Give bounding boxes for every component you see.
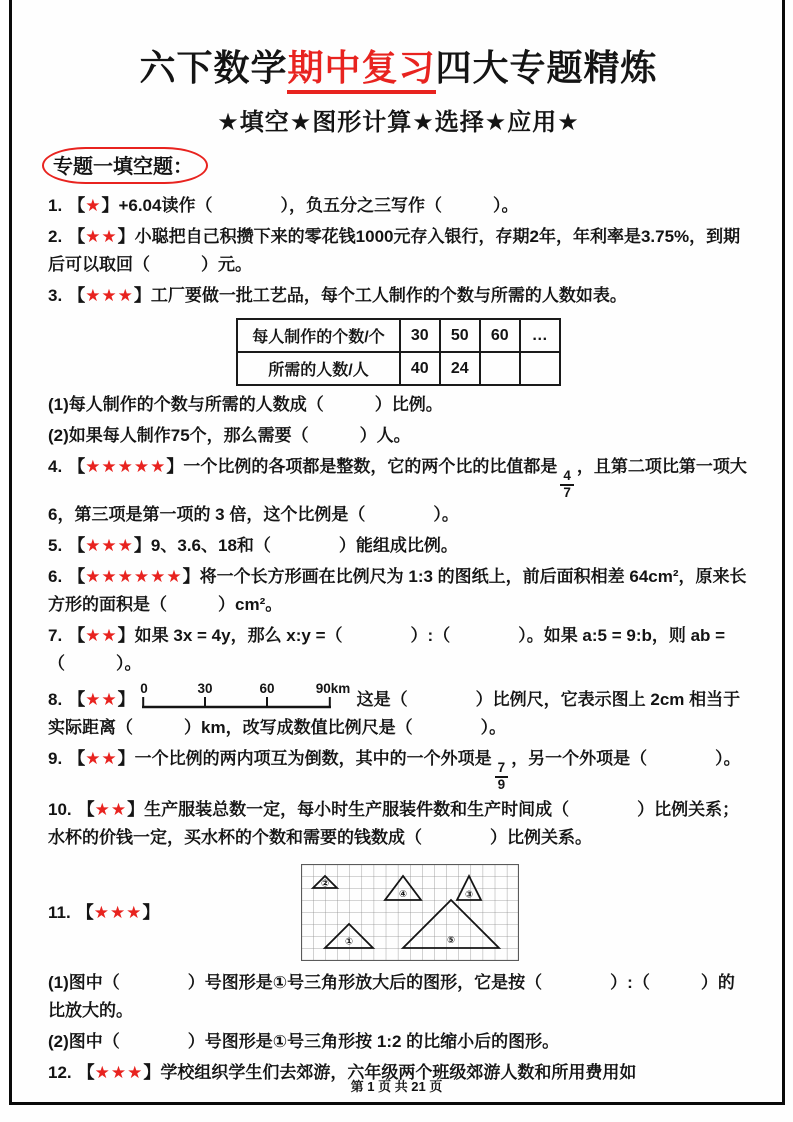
bracket-close: 】 (142, 902, 160, 922)
scale-tick-label: 0 (139, 681, 148, 697)
question-number: 10. (48, 800, 72, 820)
bracket-open: 【 (68, 536, 86, 556)
page-footer: 第 1 页 共 21 页 (350, 1079, 443, 1094)
page-title (48, 40, 749, 91)
question-text: ，且第二项比第一项大 6，第三项是第一项的 3 倍，这个比例是（ ）。 (48, 457, 747, 524)
bracket-close: 】 (166, 457, 184, 477)
page-subtitle: ★填空★图形计算★选择★应用★ (217, 109, 580, 136)
scale-tick-label: 30 (197, 681, 213, 697)
table-cell: 60 (480, 319, 520, 352)
question-4 (48, 453, 749, 529)
table-cell: … (520, 319, 560, 352)
question-text: 生产服装总数一定，每小时生产服装件数和生产时间成（ ）比例关系；水杯的价钱一定，买水杯的个数和需要的钱数成（ ）比例关系。 (48, 800, 740, 848)
section-heading-row (42, 147, 749, 184)
question-2 (48, 223, 749, 279)
question-number: 8. (48, 690, 63, 710)
fraction-denominator: 9 (497, 777, 506, 793)
question-text: ，另一个外项是（ ）。 (511, 749, 741, 769)
bracket-open: 【 (68, 457, 86, 477)
title-highlight: 期中复习 (287, 47, 435, 94)
question-8 (48, 681, 749, 742)
table-row-label: 所需的人数/人 (237, 352, 399, 385)
question-text: +6.04读作（ ），负五分之三写作（ ）。 (118, 196, 519, 215)
question-5 (48, 532, 749, 560)
question-text: 小聪把自己积攒下来的零花钱1000元存入银行，存期2年，年利率是3.75%，到期后可以取回（ ）元。 (48, 227, 741, 275)
bracket-close: 】 (127, 800, 145, 820)
difficulty-stars: ★★ (85, 626, 118, 646)
bracket-open: 【 (68, 567, 86, 587)
question-10 (48, 796, 749, 852)
question-text: 一个比例的各项都是整数，它的两个比的比值都是 (183, 457, 558, 477)
scale-ruler-figure (137, 681, 352, 713)
difficulty-stars: ★★★★★ (85, 457, 167, 477)
bracket-close: 】 (117, 626, 135, 646)
grid-background (302, 865, 519, 961)
bracket-close: 】 (117, 749, 135, 769)
figure-label-3: ③ (465, 889, 474, 901)
difficulty-stars: ★★★★★★ (85, 567, 183, 587)
question-3-part-2: (2)如果每人制作75个，那么需要（ ）人。 (48, 426, 411, 446)
figure-label-1: ① (345, 936, 354, 948)
question-7 (48, 622, 749, 678)
question-11-part-2: (2)图中（ ）号图形是①号三角形按 1:2 的比缩小后的图形。 (48, 1032, 560, 1052)
fraction-denominator: 7 (563, 485, 571, 501)
question-text: 如果 3x = 4y，那么 x:y =（ ）:（ ）。如果 a:5 = 9:b，则 ab =（ ）。 (48, 626, 726, 674)
table-cell: 40 (400, 352, 440, 385)
bracket-open: 【 (76, 902, 94, 922)
bracket-open: 【 (68, 690, 86, 710)
table-row (237, 352, 559, 385)
question-3 (48, 282, 749, 310)
bracket-close: 】 (133, 536, 151, 556)
difficulty-stars: ★★★ (94, 1063, 144, 1083)
question-number: 7. (48, 626, 63, 646)
difficulty-stars: ★★ (94, 800, 128, 820)
figure-label-2: ② (321, 878, 330, 890)
question-text: 9、3.6、18和（ ）能组成比例。 (150, 536, 458, 556)
question-9 (48, 745, 749, 793)
bracket-close: 】 (117, 690, 135, 710)
table-cell: 50 (440, 319, 480, 352)
question-number: 6. (48, 567, 63, 587)
difficulty-stars: ★★★ (85, 286, 134, 306)
question-6 (48, 563, 749, 619)
fraction-numerator: 7 (495, 761, 509, 778)
question-text: 工厂要做一批工艺品，每个工人制作的个数与所需的人数如表。 (150, 286, 627, 306)
bracket-close: 】 (101, 196, 119, 215)
question-number: 11. (48, 902, 71, 922)
fraction (560, 469, 574, 501)
title-post: 四大专题精炼 (435, 47, 658, 88)
difficulty-stars: ★★★ (85, 536, 134, 556)
page-border-right (782, 0, 785, 1105)
bracket-open: 【 (68, 626, 86, 646)
table-cell (480, 352, 520, 385)
scale-tick-label: 90km (315, 681, 350, 697)
grid-triangles-figure (301, 864, 519, 961)
question-text: 这是（ ）比例尺，它表示图上 2cm 相当于实际距离（ ）km，改写成数值比例尺是（ ）。 (48, 690, 741, 738)
figure-label-4: ④ (399, 889, 408, 901)
question-number: 3. (48, 286, 63, 306)
section-heading: 专题一填空题： (42, 147, 208, 184)
difficulty-stars: ★★★ (93, 902, 143, 922)
bracket-open: 【 (68, 196, 86, 215)
bracket-close: 】 (182, 567, 200, 587)
bracket-open: 【 (77, 800, 95, 820)
question-text: 将一个长方形画在比例尺为 1:3 的图纸上，前后面积相差 64cm²，原来长方形的面积是（ ）cm²。 (48, 567, 747, 615)
table-row-label: 每人制作的个数/个 (237, 319, 399, 352)
difficulty-stars: ★★ (85, 227, 118, 247)
question-3-part-1: (1)每人制作的个数与所需的人数成（ ）比例。 (48, 395, 443, 415)
question-number: 9. (48, 749, 63, 769)
bracket-close: 】 (143, 1063, 161, 1083)
bracket-close: 】 (133, 286, 151, 306)
scale-tick-label: 60 (259, 681, 275, 697)
figure-label-5: ⑤ (447, 935, 456, 947)
bracket-open: 【 (68, 286, 86, 306)
page-border-bottom (9, 1102, 785, 1105)
bracket-open: 【 (68, 227, 86, 247)
fraction-numerator: 4 (560, 469, 574, 486)
question-text: 学校组织学生们去郊游，六年级两个班级郊游人数和所用费用如 (160, 1063, 637, 1083)
bracket-close: 】 (117, 227, 135, 247)
question-text: 一个比例的两内项互为倒数，其中的一个外项是 (134, 749, 492, 769)
question-11-part-1: (1)图中（ ）号图形是①号三角形放大后的图形，它是按（ ）:（ ）的比放大的。 (48, 973, 735, 1021)
question-number: 4. (48, 457, 63, 477)
question-1 (48, 192, 749, 220)
page-border-left (9, 0, 12, 1105)
difficulty-stars: ★★ (85, 749, 118, 769)
question-11 (48, 864, 749, 961)
table-row (237, 319, 559, 352)
bracket-open: 【 (77, 1063, 95, 1083)
difficulty-stars: ★★ (85, 690, 118, 710)
fraction (495, 761, 509, 793)
title-pre: 六下数学 (139, 47, 288, 88)
bracket-open: 【 (68, 749, 86, 769)
ratio-table (236, 318, 560, 386)
table-cell: 30 (400, 319, 440, 352)
question-number: 2. (48, 227, 63, 247)
table-cell: 24 (440, 352, 480, 385)
question-number: 12. (48, 1063, 72, 1083)
table-cell (520, 352, 560, 385)
difficulty-stars: ★ (85, 196, 102, 215)
question-number: 1. (48, 196, 63, 215)
question-number: 5. (48, 536, 63, 556)
